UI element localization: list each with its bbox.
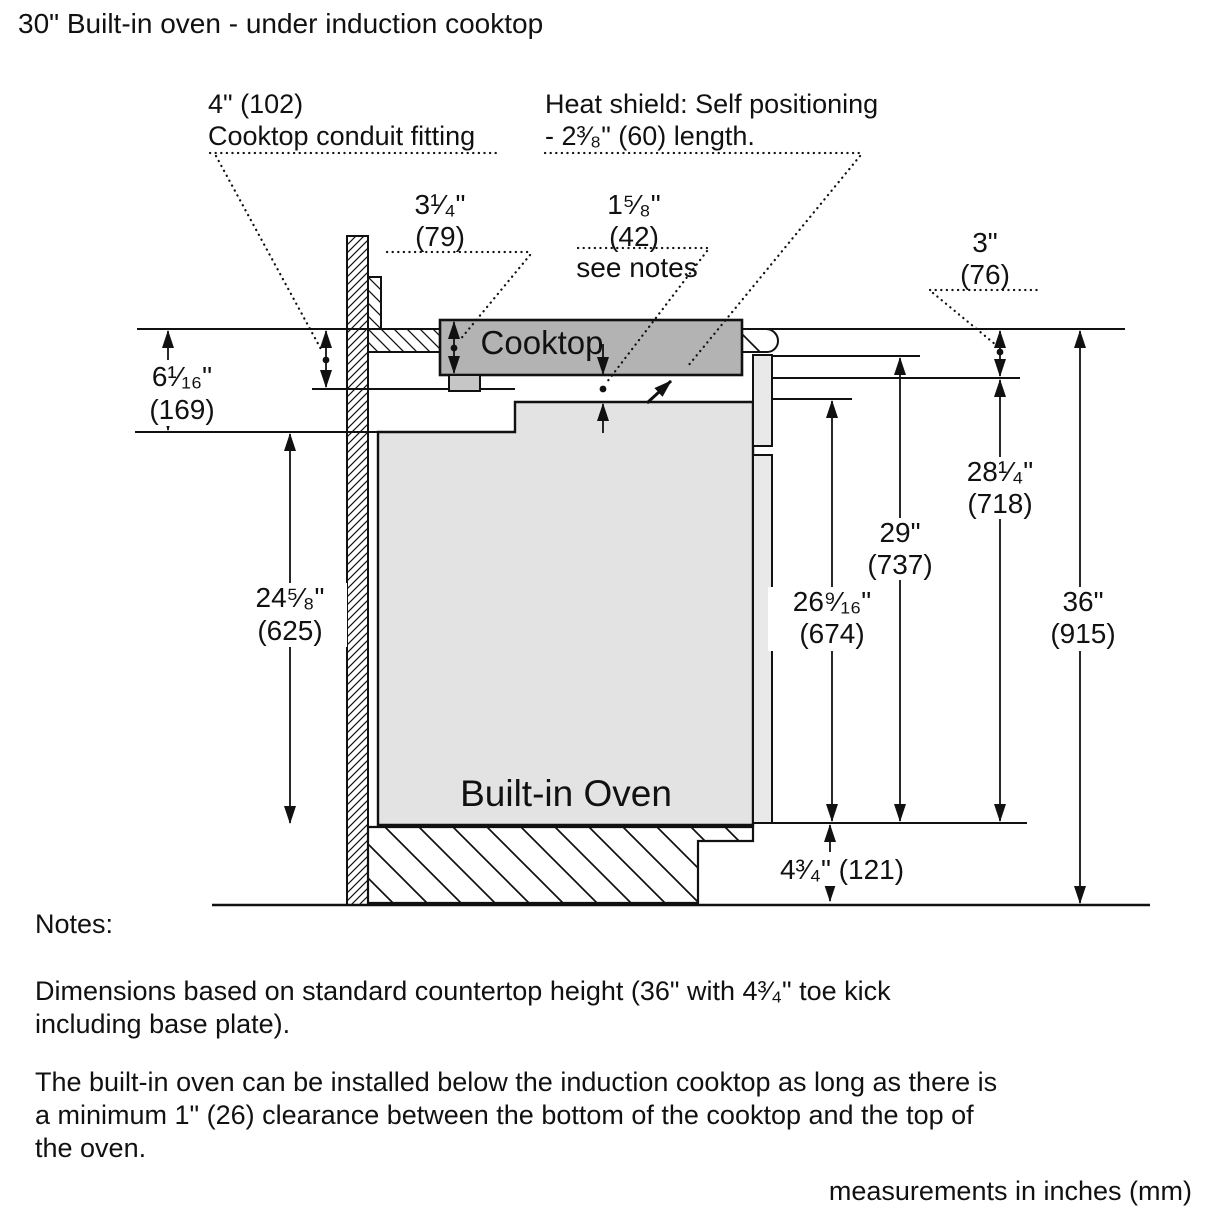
dim-6-1-16-inches: 6¹⁄₁₆" (151, 361, 213, 392)
dim-3-inches: 3" (972, 227, 998, 258)
note-clearance-line2: a minimum 1" (26) clearance between the bottom of the cooktop and the top of (35, 1100, 974, 1130)
cooktop-label: Cooktop (480, 324, 604, 361)
dim-24-5-8-inches: 24⁵⁄₈" (255, 582, 325, 613)
dot-4in (323, 357, 330, 364)
dim-1-5-8-inches: 1⁵⁄₈" (607, 189, 661, 220)
note-dimensions-line2: including base plate). (35, 1009, 291, 1039)
wall-section (347, 236, 368, 905)
dim-3-1-4-mm: (79) (415, 221, 465, 252)
dim-1-5-8-mm: (42) (609, 221, 659, 252)
oven-label: Built-in Oven (460, 773, 672, 814)
dim-36-mm: (915) (1050, 618, 1116, 649)
dim-29-inches: 29" (879, 517, 921, 548)
countertop-front-edge-section (742, 329, 778, 352)
dot-clearance (600, 386, 607, 393)
measurements-unit-note: measurements in inches (mm) (828, 1176, 1192, 1206)
note-dimensions-line1: Dimensions based on standard countertop height (36" with 4³⁄₄" toe kick (35, 976, 891, 1006)
dot-3in (997, 349, 1004, 356)
conduit-leader (216, 156, 322, 351)
note-clearance-line3: the oven. (35, 1133, 147, 1163)
conduit-fitting-box (449, 375, 480, 391)
see-notes-label: see notes (576, 252, 698, 283)
countertop-backsplash-section (368, 277, 440, 352)
dot-3-1-4 (451, 345, 458, 352)
heat-shield-callout-line1: Heat shield: Self positioning (545, 89, 879, 119)
dim-29-mm: (737) (867, 549, 933, 580)
oven-body (378, 402, 753, 825)
dim-26-9-16-mm: (674) (799, 618, 865, 649)
page-title: 30" Built-in oven - under induction cooktop (18, 8, 544, 39)
conduit-callout-line2: Cooktop conduit fitting (208, 121, 476, 151)
dim-26-9-16-inches: 26⁹⁄₁₆" (792, 586, 872, 617)
dim-28-1-4-mm: (718) (967, 488, 1033, 519)
dim-6-1-16-mm: (169) (149, 394, 215, 425)
notes-heading: Notes: (35, 909, 114, 939)
oven-trim-upper (753, 355, 772, 446)
conduit-callout-line1: 4" (102) (208, 89, 304, 119)
dim-28-1-4-inches: 28¹⁄₄" (966, 456, 1034, 487)
dim-24-5-8-mm: (625) (257, 615, 323, 646)
toe-kick-section (368, 827, 753, 903)
note-clearance (35, 1066, 997, 1165)
note-clearance-line1: The built-in oven can be installed below the induction cooktop as long as there is (35, 1067, 998, 1097)
dim-36-inches: 36" (1062, 586, 1104, 617)
heat-shield-arrow (647, 381, 671, 403)
dim-4-3-4-label: 4³⁄₄" (121) (779, 854, 905, 885)
countertop-front-leader (933, 293, 996, 345)
dim-3-mm: (76) (960, 259, 1010, 290)
heat-shield-callout-line2: - 2³⁄₈" (60) length. (545, 121, 755, 151)
note-dimensions (35, 975, 891, 1041)
dim-3-1-4-inches: 3¹⁄₄" (414, 189, 466, 220)
